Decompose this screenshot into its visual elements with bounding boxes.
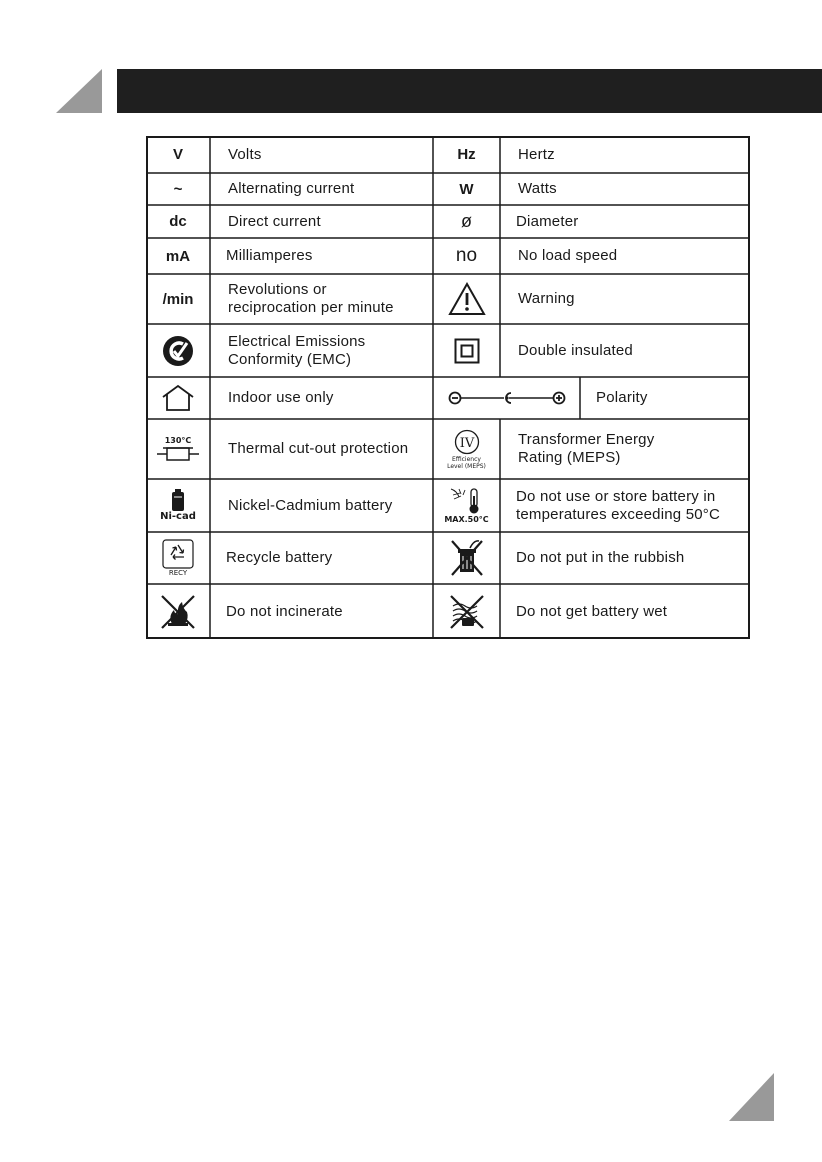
efficiency-level-caption bbox=[447, 456, 486, 470]
efficiency-level-icon bbox=[433, 419, 500, 479]
volts-label: Volts bbox=[228, 145, 262, 163]
table-row bbox=[146, 238, 750, 274]
thermal-fuse-temperature: 130°C bbox=[164, 436, 192, 445]
efficiency-caption-line2: Level (MEPS) bbox=[447, 462, 486, 470]
watts-symbol: W bbox=[459, 180, 474, 198]
nicad-battery-icon bbox=[146, 479, 210, 532]
table-row bbox=[146, 274, 750, 324]
per-minute-label bbox=[228, 274, 433, 324]
table-row bbox=[146, 136, 750, 173]
table-row bbox=[146, 377, 750, 419]
direct-current-label: Direct current bbox=[228, 212, 321, 230]
table-row bbox=[146, 324, 750, 377]
corner-triangle-bottom-right bbox=[729, 1073, 774, 1121]
diameter-label: Diameter bbox=[516, 212, 579, 230]
double-insulated-label: Double insulated bbox=[518, 341, 633, 359]
max-temperature-label-line1: Do not use or store battery in bbox=[516, 487, 716, 505]
thermal-fuse-icon bbox=[146, 419, 210, 479]
table-row bbox=[146, 173, 750, 205]
max-temperature-label bbox=[516, 479, 750, 532]
max-temperature-text: MAX.50°C bbox=[444, 515, 489, 524]
emc-label bbox=[228, 324, 433, 377]
rcm-c-tick-icon bbox=[146, 324, 210, 377]
header-bar bbox=[117, 69, 822, 113]
corner-triangle-top-left bbox=[56, 69, 102, 113]
double-insulated-icon bbox=[433, 324, 500, 377]
no-water-icon bbox=[433, 584, 500, 639]
table-row bbox=[146, 205, 750, 238]
volts-symbol: V bbox=[172, 146, 183, 163]
nicad-label: Nickel-Cadmium battery bbox=[228, 496, 393, 514]
alternating-current-label: Alternating current bbox=[228, 180, 355, 197]
transformer-energy-label-line2: Rating (MEPS) bbox=[518, 449, 621, 466]
per-minute-symbol: /min bbox=[162, 290, 194, 308]
polarity-icon bbox=[433, 377, 580, 419]
table-row bbox=[146, 479, 750, 532]
transformer-energy-label bbox=[518, 419, 743, 479]
symbols-table bbox=[146, 136, 750, 639]
watts-label: Watts bbox=[518, 180, 557, 197]
thermal-cutout-label: Thermal cut-out protection bbox=[228, 440, 409, 457]
rubbish-label: Do not put in the rubbish bbox=[516, 549, 685, 566]
recycle-text: RECY bbox=[168, 569, 188, 577]
table-row bbox=[146, 532, 750, 584]
recycle-label: Recycle battery bbox=[226, 549, 333, 566]
crossed-bin-icon bbox=[433, 532, 500, 584]
max-temperature-label-line2: temperatures exceeding 50°C bbox=[516, 505, 721, 523]
alternating-current-symbol: ~ bbox=[173, 180, 183, 198]
warning-triangle-icon bbox=[433, 274, 500, 324]
direct-current-symbol: dc bbox=[169, 213, 187, 230]
milliamperes-symbol: mA bbox=[165, 247, 191, 265]
transformer-energy-label-line1: Transformer Energy bbox=[518, 431, 655, 448]
no-fire-icon bbox=[146, 584, 210, 639]
per-minute-label-line2: reciprocation per minute bbox=[228, 299, 394, 316]
hertz-symbol: Hz bbox=[457, 146, 476, 163]
polarity-label: Polarity bbox=[596, 389, 648, 406]
diameter-symbol: ø bbox=[461, 211, 472, 231]
incinerate-label: Do not incinerate bbox=[226, 602, 343, 620]
per-minute-label-line1: Revolutions or bbox=[228, 281, 327, 298]
table-row bbox=[146, 419, 750, 479]
emc-label-line2: Conformity (EMC) bbox=[228, 350, 352, 368]
efficiency-level-roman: IV bbox=[459, 435, 474, 451]
nicad-text: Ni-cad bbox=[160, 511, 196, 522]
no-load-speed-symbol: no bbox=[455, 245, 478, 266]
milliamperes-label: Milliamperes bbox=[226, 247, 313, 264]
no-load-speed-label: No load speed bbox=[518, 247, 618, 264]
efficiency-caption-line1: Efficiency bbox=[452, 455, 481, 463]
warning-label: Warning bbox=[518, 290, 575, 307]
max-temperature-icon bbox=[433, 479, 500, 532]
house-icon bbox=[146, 377, 210, 419]
table-row bbox=[146, 584, 750, 639]
hertz-label: Hertz bbox=[518, 145, 555, 163]
battery-wet-label: Do not get battery wet bbox=[516, 602, 668, 620]
emc-label-line1: Electrical Emissions bbox=[228, 332, 366, 350]
indoor-use-label: Indoor use only bbox=[228, 389, 334, 406]
recycle-icon bbox=[146, 532, 210, 584]
